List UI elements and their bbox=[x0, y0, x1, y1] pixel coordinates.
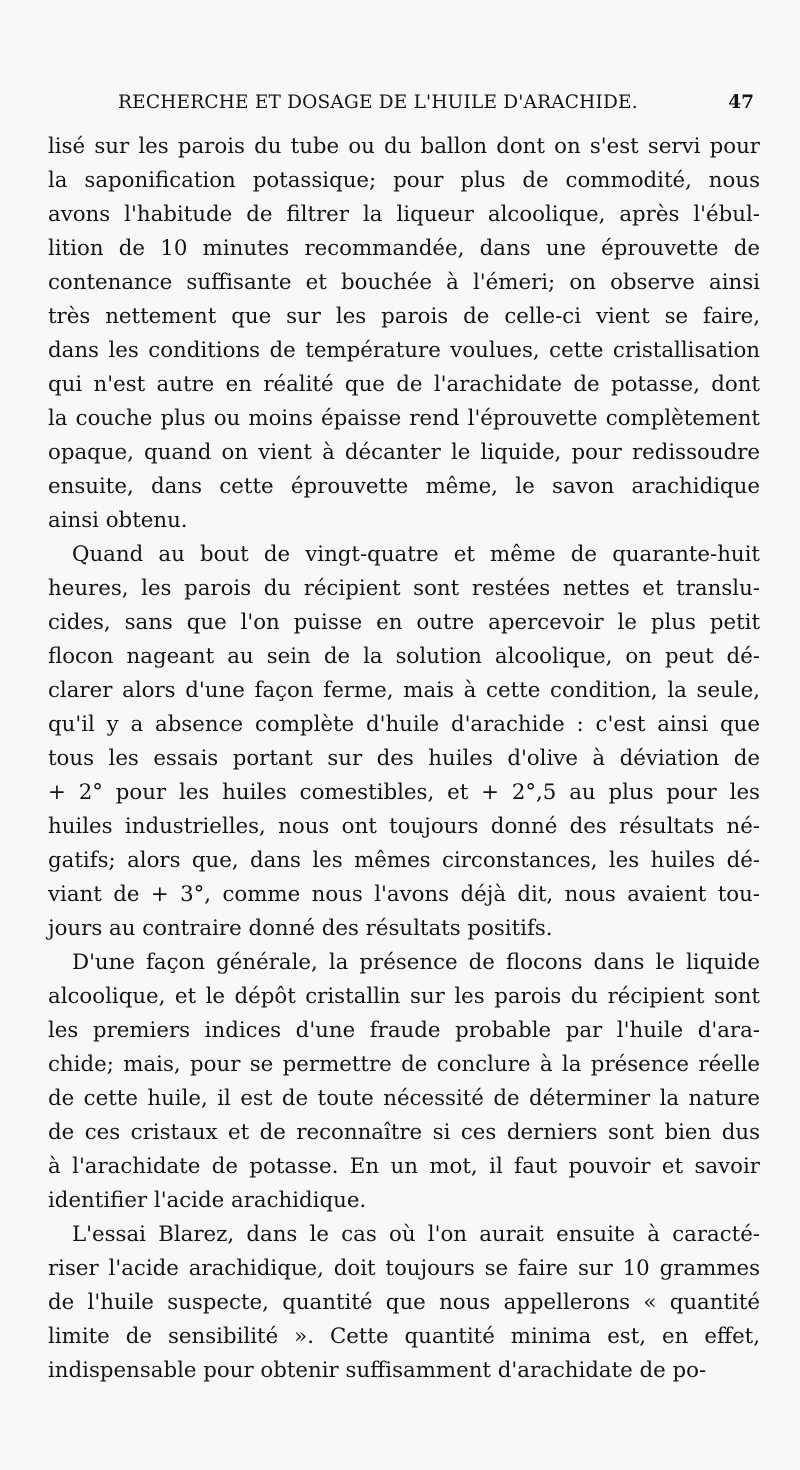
text-line: lisé sur les parois du tube ou du ballon dont on s'est servi pour bbox=[48, 134, 760, 159]
text-line: L'essai Blarez, dans le cas où l'on aurait ensuite à caracté- bbox=[72, 1222, 760, 1247]
text-line: avons l'habitude de filtrer la liqueur alcoolique, après l'ébul- bbox=[48, 202, 760, 227]
running-head bbox=[118, 92, 758, 122]
text-line: ensuite, dans cette éprouvette même, le savon arachidique bbox=[48, 474, 760, 499]
text-line: de l'huile suspecte, quantité que nous appellerons « quantité bbox=[48, 1290, 760, 1315]
paragraph bbox=[48, 946, 760, 1218]
text-line: la couche plus ou moins épaisse rend l'éprouvette complètement bbox=[48, 406, 760, 431]
text-line: gatifs; alors que, dans les mêmes circonstances, les huiles dé- bbox=[48, 848, 760, 873]
text-line: à l'arachidate de potasse. En un mot, il faut pouvoir et savoir bbox=[48, 1154, 760, 1179]
text-line: qui n'est autre en réalité que de l'arachidate de potasse, dont bbox=[48, 372, 760, 397]
text-line: limite de sensibilité ». Cette quantité minima est, en effet, bbox=[48, 1324, 760, 1349]
text-line: lition de 10 minutes recommandée, dans une éprouvette de bbox=[48, 236, 760, 261]
text-line: clarer alors d'une façon ferme, mais à cette condition, la seule, bbox=[48, 678, 760, 703]
text-line: viant de + 3°, comme nous l'avons déjà dit, nous avaient tou- bbox=[48, 882, 760, 907]
text-line: huiles industrielles, nous ont toujours donné des résultats né- bbox=[48, 814, 760, 839]
text-line: qu'il y a absence complète d'huile d'arachide : c'est ainsi que bbox=[48, 712, 760, 737]
text-line: chide; mais, pour se permettre de conclure à la présence réelle bbox=[48, 1052, 760, 1077]
text-line: identifier l'acide arachidique. bbox=[48, 1188, 367, 1213]
text-line: indispensable pour obtenir suffisamment d'arachidate de po- bbox=[48, 1358, 707, 1383]
text-line: opaque, quand on vient à décanter le liquide, pour redissoudre bbox=[48, 440, 760, 465]
text-line: Quand au bout de vingt-quatre et même de quarante-huit bbox=[72, 542, 760, 567]
text-line: la saponification potassique; pour plus de commodité, nous bbox=[48, 168, 760, 193]
text-line: de ces cristaux et de reconnaître si ces derniers sont bien dus bbox=[48, 1120, 760, 1145]
paragraph bbox=[48, 130, 760, 538]
paragraph bbox=[48, 538, 760, 946]
text-line: riser l'acide arachidique, doit toujours se faire sur 10 grammes bbox=[48, 1256, 760, 1281]
page-number: 47 bbox=[728, 92, 754, 113]
text-line: tous les essais portant sur des huiles d'olive à déviation de bbox=[48, 746, 760, 771]
text-line: les premiers indices d'une fraude probable par l'huile d'ara- bbox=[48, 1018, 760, 1043]
text-line: très nettement que sur les parois de celle-ci vient se faire, bbox=[48, 304, 760, 329]
text-line: cides, sans que l'on puisse en outre apercevoir le plus petit bbox=[48, 610, 760, 635]
text-line: jours au contraire donné des résultats positifs. bbox=[48, 916, 553, 941]
text-line: contenance suffisante et bouchée à l'émeri; on observe ainsi bbox=[48, 270, 760, 295]
text-line: ainsi obtenu. bbox=[48, 508, 188, 533]
text-line: D'une façon générale, la présence de flocons dans le liquide bbox=[72, 950, 760, 975]
text-line: dans les conditions de température voulues, cette cristallisation bbox=[48, 338, 760, 363]
paragraph bbox=[48, 1218, 760, 1388]
text-line: + 2° pour les huiles comestibles, et + 2°,5 au plus pour les bbox=[48, 780, 760, 805]
text-line: flocon nageant au sein de la solution alcoolique, on peut dé- bbox=[48, 644, 760, 669]
running-title: RECHERCHE ET DOSAGE DE L'HUILE D'ARACHIDE. bbox=[118, 92, 638, 113]
body-text bbox=[48, 130, 760, 1388]
text-line: heures, les parois du récipient sont restées nettes et translu- bbox=[48, 576, 760, 601]
text-line: de cette huile, il est de toute nécessité de déterminer la nature bbox=[48, 1086, 760, 1111]
text-line: alcoolique, et le dépôt cristallin sur les parois du récipient sont bbox=[48, 984, 760, 1009]
